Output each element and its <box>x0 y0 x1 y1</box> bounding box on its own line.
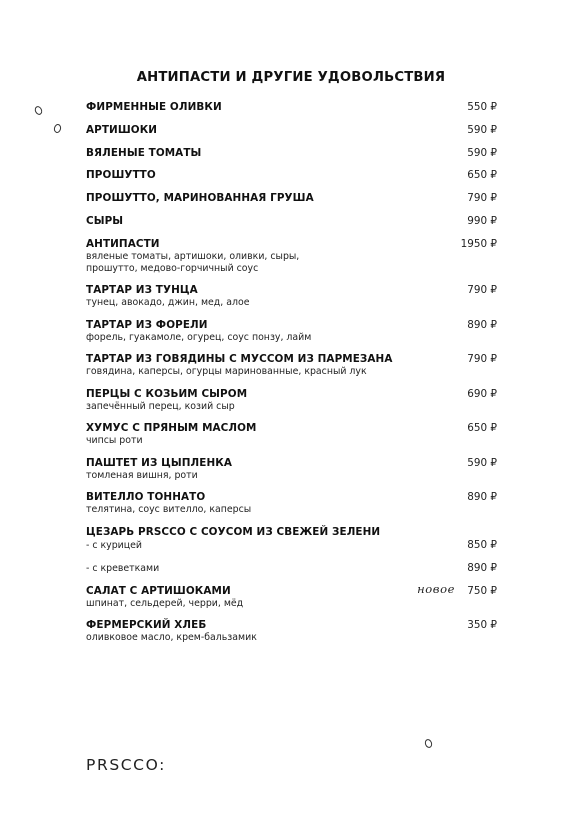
item-description: говядина, каперсы, огурцы маринованные, красный лук <box>86 366 367 377</box>
option-price: 850 ₽ <box>467 538 497 551</box>
item-price: 650 ₽ <box>467 422 497 434</box>
option-label: - с креветками <box>86 562 160 574</box>
restaurant-logo: PRSCCO: <box>86 756 166 774</box>
item-price: 590 ₽ <box>467 456 497 469</box>
menu-item <box>86 457 497 482</box>
menu-item <box>86 284 497 309</box>
item-name: ФИРМЕННЫЕ ОЛИВКИ <box>86 101 222 113</box>
menu-item <box>86 238 497 274</box>
menu-item <box>86 101 497 114</box>
menu-item <box>86 147 497 160</box>
olive-icon <box>53 123 62 134</box>
item-name: ЦЕЗАРЬ PRSCCO С СОУСОМ ИЗ СВЕЖЕЙ ЗЕЛЕНИ <box>86 525 381 538</box>
item-price: 790 ₽ <box>467 284 497 296</box>
item-description: запечённый перец, козий сыр <box>86 400 235 412</box>
item-name: ТАРТАР ИЗ ГОВЯДИНЫ С МУССОМ ИЗ ПАРМЕЗАНА <box>86 353 393 365</box>
menu-list <box>86 101 497 644</box>
new-badge: новое <box>417 581 455 596</box>
item-name: ФЕРМЕРСКИЙ ХЛЕБ <box>86 619 207 631</box>
item-price: 890 ₽ <box>467 491 497 503</box>
item-price: 1950 ₽ <box>460 238 497 250</box>
item-name: АНТИПАСТИ <box>86 238 160 250</box>
item-price: 890 ₽ <box>467 318 497 331</box>
item-name: САЛАТ С АРТИШОКАМИ <box>86 584 231 597</box>
section-title: АНТИПАСТИ И ДРУГИЕ УДОВОЛЬСТВИЯ <box>136 70 446 85</box>
olive-icon <box>424 738 434 749</box>
menu-item <box>86 192 497 205</box>
item-name: ПЕРЦЫ С КОЗЬИМ СЫРОМ <box>86 387 248 400</box>
menu-item <box>86 169 497 182</box>
item-description: оливковое масло, крем-бальзамик <box>86 632 257 643</box>
option-price: 890 ₽ <box>467 561 497 574</box>
option-label: - с курицей <box>86 539 142 551</box>
item-description: томленая вишня, роти <box>86 469 198 481</box>
menu-item <box>86 581 497 610</box>
item-description: форель, гуакамоле, огурец, соус понзу, лайм <box>86 331 312 343</box>
menu-item <box>86 526 497 575</box>
item-name: ВИТЕЛЛО ТОННАТО <box>86 491 206 503</box>
item-price: 550 ₽ <box>467 101 497 113</box>
item-name: ТАРТАР ИЗ ТУНЦА <box>86 284 198 296</box>
item-option <box>86 562 497 575</box>
item-name: ПРОШУТТО, МАРИНОВАННАЯ ГРУША <box>86 192 314 204</box>
item-description: тунец, авокадо, джин, мед, алое <box>86 297 250 308</box>
item-name: ВЯЛЕНЫЕ ТОМАТЫ <box>86 147 202 159</box>
item-name: ХУМУС С ПРЯНЫМ МАСЛОМ <box>86 422 257 434</box>
menu-item <box>86 422 497 447</box>
menu-item <box>86 319 497 344</box>
item-price: 590 ₽ <box>467 147 497 159</box>
item-description: шпинат, сельдерей, черри, мёд <box>86 597 244 609</box>
item-description: чипсы роти <box>86 435 143 446</box>
item-price: 350 ₽ <box>467 619 497 631</box>
item-price: 650 ₽ <box>467 169 497 181</box>
item-name: АРТИШОКИ <box>86 124 158 136</box>
item-price: 790 ₽ <box>467 353 497 365</box>
menu-item <box>86 124 497 137</box>
item-description: прошутто, медово-горчичный соус <box>86 262 259 274</box>
item-price: 690 ₽ <box>467 387 497 400</box>
menu-item <box>86 619 497 644</box>
item-name: ПРОШУТТО <box>86 169 156 181</box>
item-name: ТАРТАР ИЗ ФОРЕЛИ <box>86 318 208 331</box>
item-price: 990 ₽ <box>467 215 497 227</box>
menu-item <box>86 491 497 516</box>
item-description: вяленые томаты, артишоки, оливки, сыры, <box>86 251 300 262</box>
menu-item <box>86 215 497 228</box>
menu-item <box>86 353 497 378</box>
item-price: 590 ₽ <box>467 124 497 136</box>
item-description: телятина, соус вителло, каперсы <box>86 504 252 515</box>
item-name: ПАШТЕТ ИЗ ЦЫПЛЕНКА <box>86 456 233 469</box>
item-option <box>86 539 497 552</box>
menu-item <box>86 388 497 413</box>
item-name: СЫРЫ <box>86 215 124 227</box>
item-price: 750 ₽ <box>467 584 497 597</box>
item-price: 790 ₽ <box>467 192 497 204</box>
olive-icon <box>33 105 43 116</box>
